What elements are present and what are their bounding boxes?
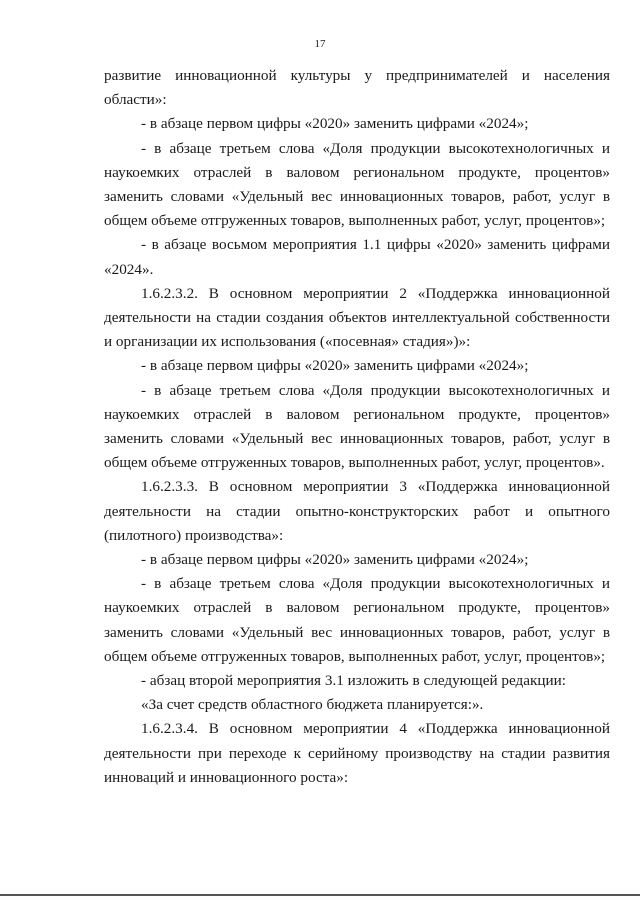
paragraph-measure-1-1: - в абзаце восьмом мероприятия 1.1 цифры «2020» заменить цифрами «2024». <box>104 236 610 278</box>
paragraph-replace-years-3: - в абзаце первом цифры «2020» заменить цифрами «2024»; <box>141 551 529 569</box>
paragraph-replace-years-2: - в абзаце первом цифры «2020» заменить цифрами «2024»; <box>141 357 529 375</box>
paragraph-section-1-6-2-3-4: 1.6.2.3.4. В основном мероприятии 4 «Поддержка инновационной деятельности при переходе к серийному производству на стадии развития инноваций и инновационного роста»: <box>104 720 610 786</box>
paragraph-replace-indicator-1: - в абзаце третьем слова «Доля продукции высокотехнологичных и наукоемких отраслей в валовом региональном продукте, процентов» заменить словами «Удельный вес инновационных товаров, работ, услуг в общем объеме отгруженных товаров, выполненных работ, услуг, процентов»; <box>104 139 610 230</box>
page-number: 17 <box>314 38 326 50</box>
paragraph-measure-3-1: - абзац второй мероприятия 3.1 изложить в следующей редакции: <box>141 672 566 690</box>
scan-bottom-edge <box>0 894 640 896</box>
paragraph-quote: «За счет средств областного бюджета планируется:». <box>141 696 484 714</box>
paragraph-section-1-6-2-3-2: 1.6.2.3.2. В основном мероприятии 2 «Поддержка инновационной деятельности на стадии создания объектов интеллектуальной собственности и организации их использования («посевная» стадия»)»: <box>104 284 610 351</box>
paragraph-replace-indicator-2: - в абзаце третьем слова «Доля продукции высокотехнологичных и наукоемких отраслей в валовом региональном продукте, процентов» заменить словами «Удельный вес инновационных товаров, работ, услуг в общем объеме отгруженных товаров, выполненных работ, услуг, процентов». <box>104 381 610 472</box>
document-body <box>104 64 610 790</box>
paragraph-replace-years-1: - в абзаце первом цифры «2020» заменить цифрами «2024»; <box>141 115 529 133</box>
paragraph-section-1-6-2-3-3: 1.6.2.3.3. В основном мероприятии 3 «Поддержка инновационной деятельности на стадии опытно-конструкторских работ и опытного (пилотного) производства»: <box>104 478 610 544</box>
paragraph-continuation: развитие инновационной культуры у предпринимателей и населения области»: <box>104 67 610 109</box>
paragraph-replace-indicator-3: - в абзаце третьем слова «Доля продукции высокотехнологичных и наукоемких отраслей в валовом региональном продукте, процентов» заменить словами «Удельный вес инновационных товаров, работ, услуг в общем объеме отгруженных товаров, выполненных работ, услуг, процентов»; <box>104 575 610 665</box>
